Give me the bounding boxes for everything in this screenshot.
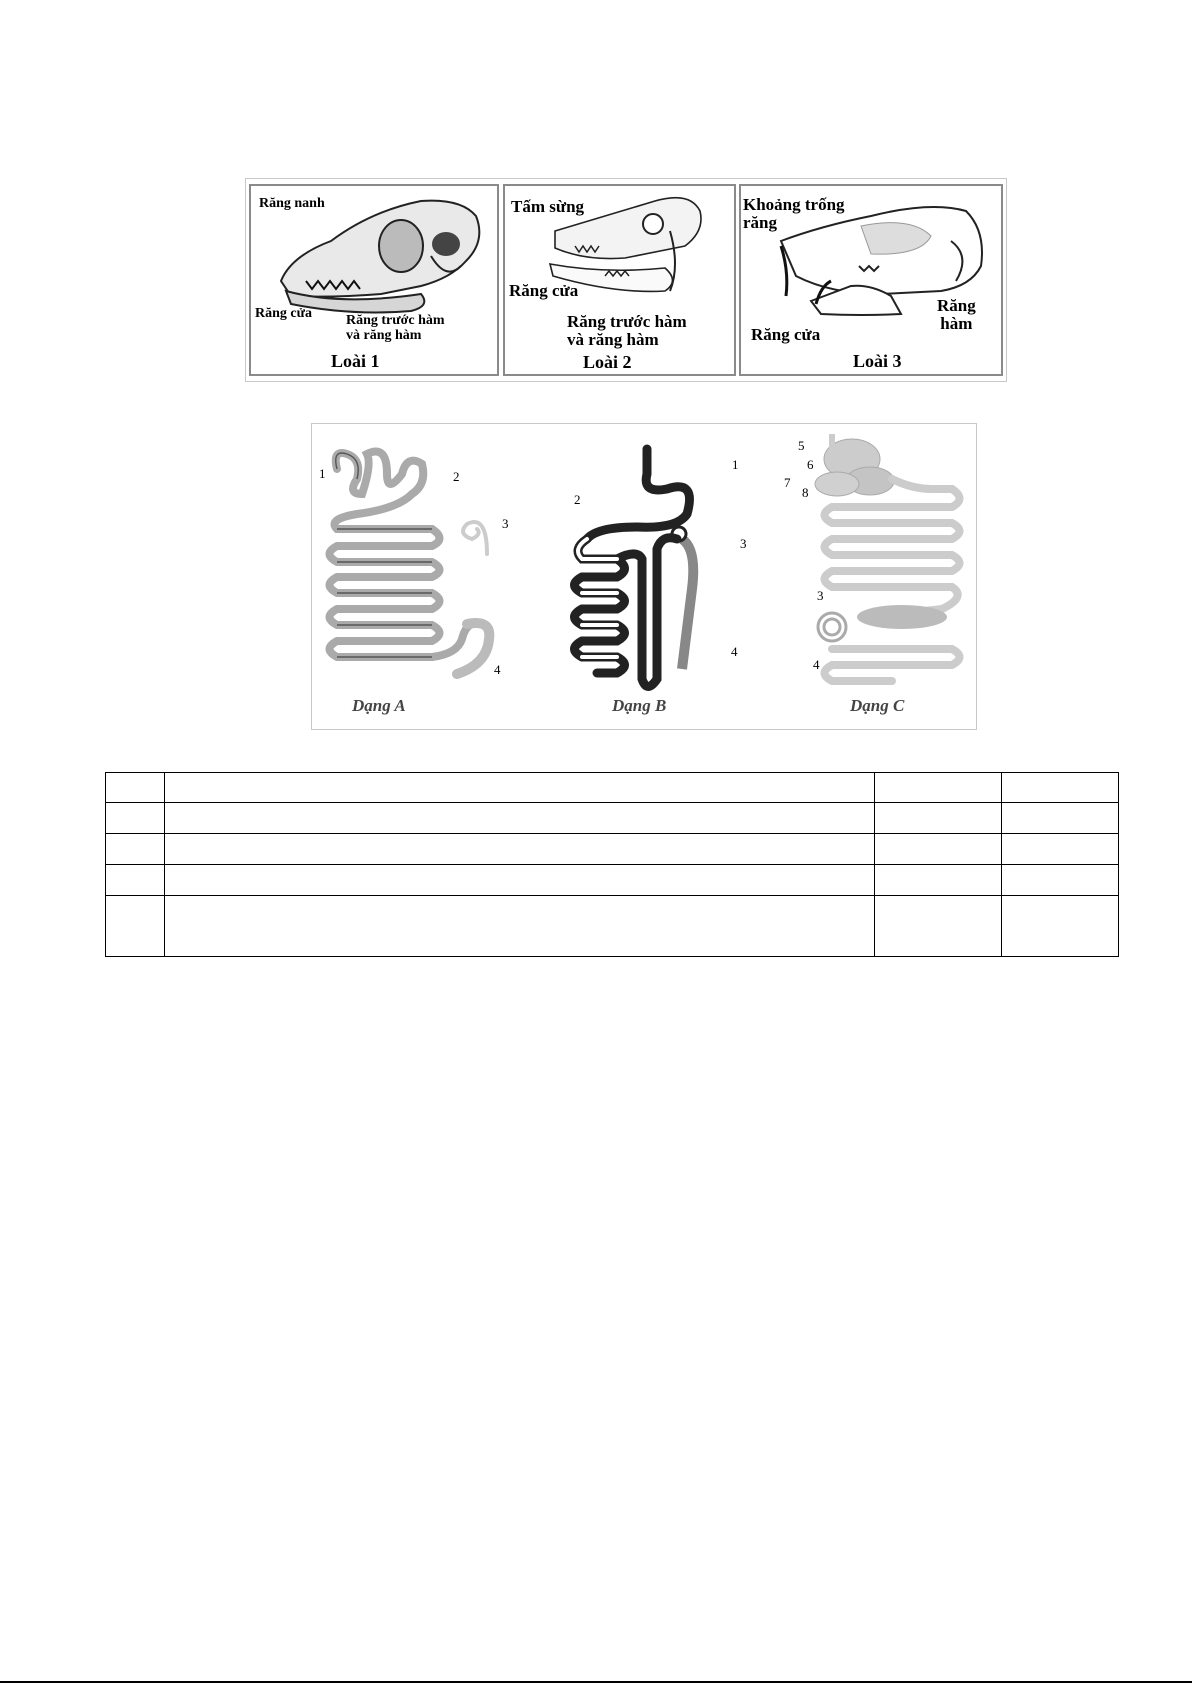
- label-part-2: 2: [574, 492, 581, 507]
- label-part-4: 4: [494, 662, 501, 677]
- table-cell: [875, 834, 1002, 865]
- table-cell: [164, 773, 874, 803]
- table-row: [106, 896, 1119, 957]
- label-tooth-gap: Khoảng trống răng: [743, 195, 845, 232]
- table-cell: [106, 896, 165, 957]
- table-cell: [106, 865, 165, 896]
- table-cell: [1002, 803, 1119, 834]
- table-cell: [164, 896, 874, 957]
- digestive-tract-figure: [311, 423, 977, 730]
- digestive-tract-c-illustration: [792, 429, 982, 699]
- label-part-1: 1: [319, 466, 326, 481]
- label-molar: Răng hàm: [937, 296, 976, 333]
- table-cell: [164, 865, 874, 896]
- label-premolar-molar: Răng trước hàm và răng hàm: [346, 313, 445, 343]
- digestive-tract-caption: Dạng C: [850, 696, 905, 715]
- digestive-tract-caption: Dạng B: [612, 696, 667, 715]
- table-cell: [1002, 865, 1119, 896]
- skull-caption: Loài 2: [583, 352, 632, 372]
- table-cell: [1002, 834, 1119, 865]
- label-incisor: Răng cửa: [509, 281, 579, 300]
- label-part-2: 2: [453, 469, 460, 484]
- table-cell: [106, 834, 165, 865]
- label-part-5: 5: [798, 438, 805, 453]
- table-cell: [875, 865, 1002, 896]
- label-part-6: 6: [807, 457, 814, 472]
- label-part-4: 4: [731, 644, 738, 659]
- label-part-8: 8: [802, 485, 809, 500]
- label-part-3: 3: [817, 588, 824, 603]
- table-cell: [164, 803, 874, 834]
- label-part-4: 4: [813, 657, 820, 672]
- table-row: [106, 865, 1119, 896]
- digestive-tract-b-illustration: [557, 439, 757, 714]
- digestive-tract-caption: Dạng A: [352, 696, 406, 715]
- label-canine: Răng nanh: [259, 196, 325, 211]
- skull-panel-loai-3: [739, 184, 1003, 376]
- table-cell: [106, 803, 165, 834]
- answer-table: [105, 772, 1119, 957]
- table-cell: [1002, 773, 1119, 803]
- label-part-3: 3: [740, 536, 747, 551]
- label-part-1: 1: [732, 457, 739, 472]
- label-horn-plate: Tấm sừng: [511, 197, 585, 216]
- label-incisor: Răng cửa: [751, 325, 821, 344]
- table-cell: [875, 896, 1002, 957]
- skull-panel-loai-2: [503, 184, 736, 376]
- skull-panel-loai-1: [249, 184, 499, 376]
- label-part-7: 7: [784, 475, 791, 490]
- table-row: [106, 773, 1119, 803]
- skull-caption: Loài 3: [853, 351, 902, 371]
- label-incisor: Răng cửa: [255, 306, 313, 321]
- table-row: [106, 803, 1119, 834]
- digestive-tract-a-illustration: [317, 434, 517, 704]
- label-premolar-molar: Răng trước hàm và răng hàm: [567, 312, 687, 349]
- table-cell: [1002, 896, 1119, 957]
- page-bottom-rule: [0, 1681, 1192, 1683]
- table-row: [106, 834, 1119, 865]
- table-cell: [875, 803, 1002, 834]
- label-part-3: 3: [502, 516, 509, 531]
- table-cell: [164, 834, 874, 865]
- skull-caption: Loài 1: [331, 351, 380, 371]
- table-cell: [106, 773, 165, 803]
- table-cell: [875, 773, 1002, 803]
